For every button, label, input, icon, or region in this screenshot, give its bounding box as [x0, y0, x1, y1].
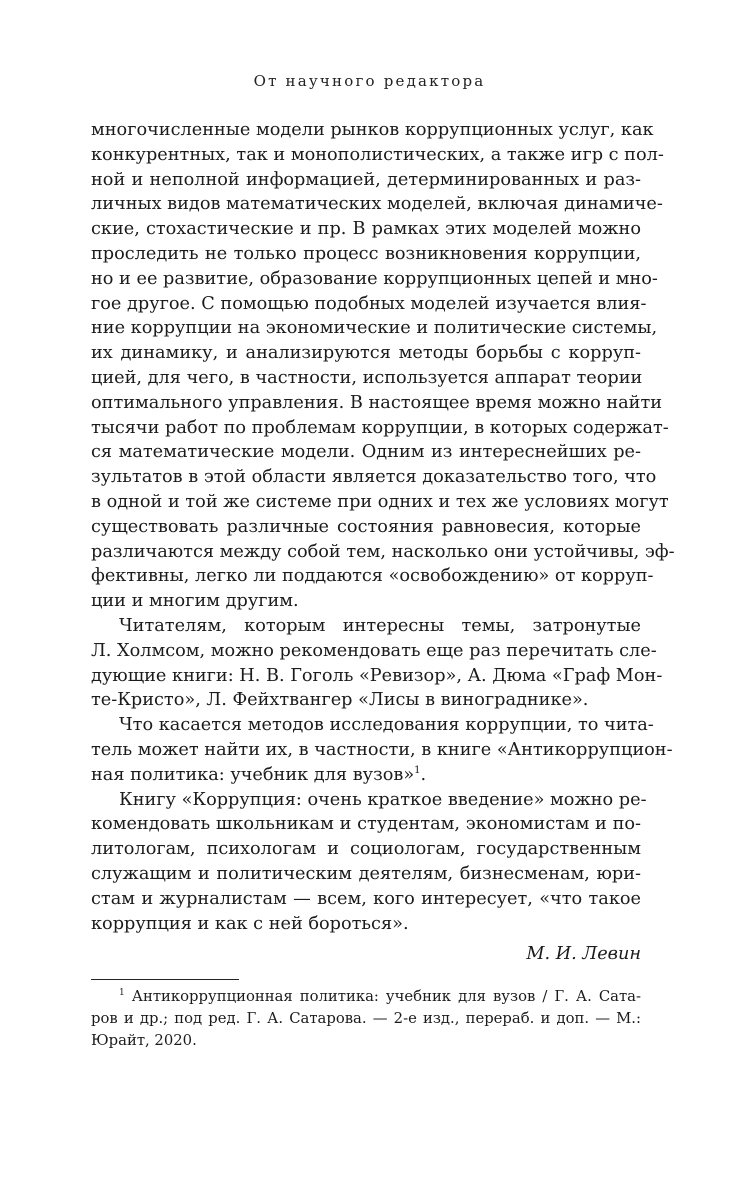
paragraph-2 — [91, 614, 663, 713]
text-line: Что касается методов исследования коррупции, то чита- — [119, 715, 654, 736]
text-line: многочисленные модели рынков коррупционных услуг, как — [91, 120, 654, 140]
footnote-line — [91, 986, 641, 1008]
text-line: литологам, психологам и социологам, государственным — [91, 839, 641, 860]
text-line: конкурентных, так и монополистических, а также игр с пол- — [91, 144, 664, 165]
text-line: фективны, легко ли поддаются «освобождению» от корруп- — [91, 566, 654, 587]
text-line-with-ref: ная политика: учебник для вузов»$^1$. — [91, 764, 427, 785]
text-line: оптимального управления. В настоящее время можно найти — [91, 392, 663, 413]
footnote-text: Антикоррупционная политика: учебник для вузов / Г. А. Сата- — [131, 988, 641, 1005]
text-line: ции и многим другим. — [91, 591, 299, 612]
text-line: но и ее развитие, образование коррупционных цепей и мно- — [91, 268, 658, 289]
paragraph-1 — [91, 118, 675, 614]
text-line: коррупция и как с ней бороться». — [91, 913, 409, 934]
footnote-ref[interactable]: 1 — [414, 764, 421, 776]
running-head: От научного редактора — [253, 72, 486, 90]
text-line: проследить не только процесс возникновения коррупции, — [91, 243, 641, 264]
text-line: дующие книги: Н. В. Гоголь «Ревизор», А. Дюма «Граф Мон- — [91, 665, 663, 686]
text-line: Читателям, которым интересны темы, затронутые — [119, 615, 641, 636]
text-line: Л. Холмсом, можно рекомендовать еще раз перечитать сле- — [91, 640, 657, 661]
text-line: ная политика: учебник для вузов» — [91, 764, 415, 785]
paragraph-4 — [91, 788, 647, 937]
text-line: в одной и той же системе при одних и тех же условиях могут — [91, 491, 669, 512]
text-line: служащим и политическим деятелям, бизнесменам, юри- — [91, 863, 641, 884]
footnote-divider — [91, 979, 239, 980]
footnote-line: Юрайт, 2020. — [91, 1032, 197, 1049]
text-line: ские, стохастические и пр. В рамках этих моделей можно — [91, 219, 641, 240]
text-line: ной и неполной информацией, детерминированных и раз- — [91, 169, 641, 190]
footnote — [91, 986, 641, 1052]
author-signature: М. И. Левин — [526, 944, 641, 965]
text-line: Книгу «Коррупция: очень краткое введение» можно ре- — [119, 789, 647, 810]
text-line: цией, для чего, в частности, используется аппарат теории — [91, 367, 643, 388]
text-line: тысячи работ по проблемам коррупции, в которых содержат- — [91, 417, 669, 438]
text-line: различаются между собой тем, насколько они устойчивы, эф- — [91, 541, 675, 562]
footnote-line: ров и др.; под ред. Г. А. Сатарова. — 2-е изд., перераб. и доп. — М.: — [91, 1010, 641, 1027]
text-line: существовать различные состояния равновесия, которые — [91, 516, 641, 537]
paragraph-3 — [91, 713, 673, 787]
body-text — [91, 118, 675, 968]
footnote-marker: 1 — [119, 988, 125, 999]
text-line: те-Кристо», Л. Фейхтвангер «Лисы в винограднике». — [91, 690, 589, 711]
text-line: гое другое. С помощью подобных моделей изучается влия- — [91, 293, 647, 314]
text-line: личных видов математических моделей, включая динамиче- — [91, 194, 663, 215]
text-line: их динамику, и анализируются методы борьбы с корруп- — [91, 343, 641, 364]
text-line: ние коррупции на экономические и политические системы, — [91, 318, 658, 339]
text-line: тель может найти их, в частности, в книге «Антикоррупцион- — [91, 739, 673, 760]
text-line: ся математические модели. Одним из интереснейших ре- — [91, 442, 641, 463]
text-line: стам и журналистам — всем, кого интересует, «что такое — [91, 888, 641, 909]
text-line: комендовать школьникам и студентам, экономистам и по- — [91, 814, 641, 835]
text-line: зультатов в этой области является доказательство того, что — [91, 467, 657, 488]
